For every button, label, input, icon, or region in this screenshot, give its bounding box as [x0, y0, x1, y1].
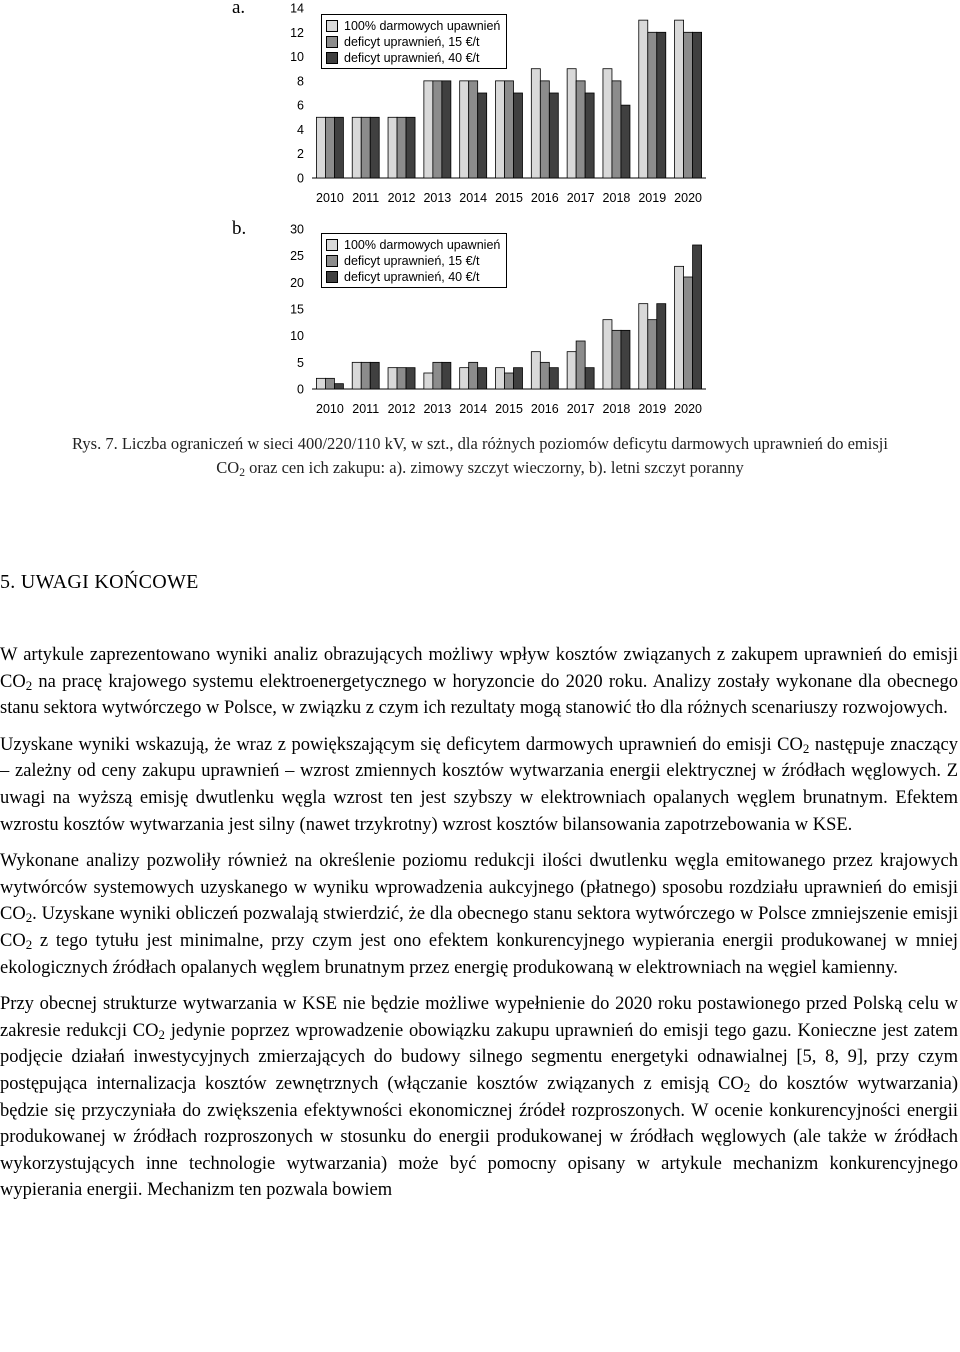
y-tick-label: 2	[297, 147, 304, 162]
bar	[684, 277, 693, 389]
x-tick-label: 2013	[423, 402, 452, 416]
x-tick-label: 2012	[387, 402, 416, 416]
text-span: Uzyskane wyniki wskazują, że wraz z powiększającym się deficytem darmowych uprawnień do emisji CO	[0, 734, 803, 755]
legend-item	[326, 253, 500, 269]
legend-label: deficyt uprawnień, 15 €/t	[344, 254, 480, 268]
text-span: następuje znaczący – zależny od ceny zakupu uprawnień – wzrost zmiennych kosztów wytwarzania energii elektrycznej w źródłach węglowych. Z uwagi na wyższą emisję dwutlenku węgla wzrost ten jest szybszy w elektrowniach opalanych węglem brunatnym. Efektem wzrostu kosztów wytwarzania jest silny (nawet trzykrotny) wzrost kosztów bilansowania zapotrzebowania w KSE.	[0, 734, 958, 835]
bar	[505, 373, 514, 389]
bar	[397, 117, 406, 178]
bar	[567, 69, 576, 178]
text-span: na pracę krajowego systemu elektroenergetycznego w horyzoncie do 2020 roku. Analizy zostały wykonane dla obecnego stanu sektora wytwórczego w Polsce, w związku z czym ich rezultaty mogą stanowić tło dla różnych scenariuszy rozwojowych.	[0, 671, 958, 719]
text-span: W artykule zaprezentowano wyniki analiz obrazujących możliwy wpływ kosztów związanych z zakupem uprawnień do emisji CO	[0, 645, 958, 692]
bar	[603, 69, 612, 178]
y-tick-label: 30	[290, 222, 304, 237]
bar	[352, 362, 361, 389]
paragraph-3	[0, 848, 958, 981]
y-tick-label: 0	[297, 171, 304, 186]
legend-swatch	[326, 271, 338, 283]
legend-item	[326, 237, 500, 253]
x-tick-label: 2017	[566, 402, 595, 416]
bar	[406, 117, 415, 178]
legend-label: deficyt uprawnień, 40 €/t	[344, 51, 480, 65]
bar	[612, 81, 621, 178]
chart-b-legend	[321, 233, 507, 288]
x-tick-label: 2020	[674, 191, 702, 205]
y-tick-label: 14	[290, 1, 304, 16]
legend-swatch	[326, 36, 338, 48]
y-tick-label: 5	[297, 355, 304, 370]
bar	[531, 352, 540, 389]
legend-label: deficyt uprawnień, 40 €/t	[344, 270, 480, 284]
bar	[334, 117, 343, 178]
section-title: 5. UWAGI KOŃCOWE	[0, 571, 199, 593]
x-tick-label: 2011	[352, 191, 380, 205]
chart-a-legend	[321, 14, 507, 69]
paragraph-4	[0, 991, 958, 1204]
x-tick-label: 2014	[459, 191, 488, 205]
y-tick-label: 15	[290, 302, 304, 317]
bar	[469, 81, 478, 178]
text-span: Wykonane analizy pozwoliły również na określenie poziomu redukcji ilości dwutlenku węgla emitowanego przez krajowych wytwórców systemowych uzyskanego w wyniku wprowadzenia aukcyjnego (płatnego) sposobu rozdziału uprawnień do emisji CO	[0, 851, 958, 925]
bar	[684, 32, 693, 178]
x-tick-label: 2016	[530, 191, 559, 205]
bar	[576, 81, 585, 178]
legend-item	[326, 18, 500, 34]
subscript: 2	[743, 1080, 751, 1096]
x-tick-label: 2019	[638, 402, 667, 416]
bar	[648, 32, 657, 178]
bar	[442, 81, 451, 178]
chart-a-panel-label: a.	[232, 0, 246, 18]
x-tick-label: 2018	[602, 402, 631, 416]
y-tick-label: 8	[297, 74, 304, 89]
figure-caption	[0, 432, 960, 480]
bar	[603, 320, 612, 389]
x-tick-label: 2013	[423, 191, 452, 205]
bar	[325, 378, 334, 389]
bar	[549, 368, 558, 389]
subscript: 2	[25, 677, 33, 693]
text-span: z tego tytułu jest minimalne, przy czym jest ono efektem konkurencyjnego wypierania energii produkowanej w mniej ekologicznych źródłach opalanych węglem brunatnym przez energię produkowaną w elektrowniach na węgiel kamienny.	[0, 930, 958, 978]
paragraph-1	[0, 642, 958, 722]
subscript: 2	[158, 1026, 165, 1042]
bar	[325, 117, 334, 178]
bar	[370, 362, 379, 389]
bar	[397, 368, 406, 389]
text-span: Przy obecnej strukturze wytwarzania w KSE nie będzie możliwe wypełnienie do 2020 roku postawionego przed Polską celu w zakresie redukcji CO	[0, 994, 958, 1041]
bar	[639, 304, 648, 389]
bar	[316, 378, 325, 389]
y-tick-label: 4	[297, 122, 304, 137]
bar	[540, 81, 549, 178]
legend-swatch	[326, 52, 338, 64]
bar	[361, 362, 370, 389]
bar	[621, 105, 630, 178]
bar	[505, 81, 514, 178]
bar	[352, 117, 361, 178]
caption-co: CO	[216, 458, 240, 477]
legend-swatch	[326, 20, 338, 32]
bar	[424, 81, 433, 178]
bar	[406, 368, 415, 389]
caption-line-2	[0, 456, 960, 480]
legend-swatch	[326, 255, 338, 267]
bar	[460, 368, 469, 389]
bar	[576, 341, 585, 389]
legend-label: 100% darmowych upawnień	[344, 238, 501, 252]
bar	[693, 245, 702, 389]
bar	[469, 362, 478, 389]
bar	[334, 384, 343, 389]
y-tick-label: 10	[290, 329, 304, 344]
caption-sub: 2	[239, 466, 245, 479]
bar	[442, 362, 451, 389]
y-tick-label: 6	[297, 98, 304, 113]
bar	[657, 304, 666, 389]
bar	[549, 93, 558, 178]
bar	[585, 93, 594, 178]
x-tick-label: 2015	[495, 402, 523, 416]
bar	[514, 368, 523, 389]
y-tick-label: 20	[290, 275, 304, 290]
subscript: 2	[25, 910, 33, 926]
x-tick-label: 2010	[316, 191, 344, 205]
bar	[514, 93, 523, 178]
x-tick-label: 2014	[459, 402, 488, 416]
bar	[657, 32, 666, 178]
x-tick-label: 2011	[352, 402, 380, 416]
legend-item	[326, 50, 500, 66]
bar	[567, 352, 576, 389]
bar	[540, 362, 549, 389]
bar	[496, 81, 505, 178]
bar	[612, 330, 621, 389]
caption-line-1: Rys. 7. Liczba ograniczeń w sieci 400/220/110 kV, w szt., dla różnych poziomów deficytu darmowych uprawnień do emisji	[72, 434, 888, 453]
y-tick-label: 25	[290, 249, 304, 264]
paragraph-2	[0, 732, 958, 838]
bar	[460, 81, 469, 178]
bar	[361, 117, 370, 178]
subscript: 2	[25, 937, 33, 953]
x-tick-label: 2018	[602, 191, 631, 205]
bar	[424, 373, 433, 389]
bar	[675, 266, 684, 389]
x-tick-label: 2016	[530, 402, 559, 416]
caption-rest: oraz cen ich zakupu: a). zimowy szczyt wieczorny, b). letni szczyt poranny	[244, 458, 744, 477]
bar	[388, 368, 397, 389]
subscript: 2	[802, 741, 810, 757]
bar	[478, 93, 487, 178]
x-tick-label: 2020	[674, 402, 702, 416]
legend-item	[326, 34, 500, 50]
bar	[639, 20, 648, 178]
bar	[370, 117, 379, 178]
body-text	[0, 642, 958, 1214]
chart-b-panel-label: b.	[232, 218, 247, 239]
y-tick-label: 0	[297, 382, 304, 397]
x-tick-label: 2010	[316, 402, 344, 416]
x-tick-label: 2017	[566, 191, 595, 205]
bar	[433, 362, 442, 389]
bar	[675, 20, 684, 178]
text-span: do kosztów wytwarzania) będzie się przyczyniała do zwiększenia efektywności ekonomicznej źródeł rozproszonych. W ocenie konkurencyjności energii produkowanej w źródłach rozproszonych w stosunku do energii produkowanej w źródłach węglowych (ale także w źródłach wykorzystujących inne technologie wytwarzania) może być pomocny opisany w artykule mechanizm konkurencyjnego wypierania energii. Mechanizm ten pozwala bowiem	[0, 1073, 959, 1201]
bar	[388, 117, 397, 178]
bar	[531, 69, 540, 178]
bar	[585, 368, 594, 389]
bar	[648, 320, 657, 389]
bar	[693, 32, 702, 178]
bar	[496, 368, 505, 389]
x-tick-label: 2015	[495, 191, 523, 205]
x-tick-label: 2019	[638, 191, 667, 205]
bar	[621, 330, 630, 389]
text-span: jedynie poprzez wprowadzenie obowiązku zakupu uprawnień do emisji tego gazu. Konieczne jest zatem podjęcie działań inwestycyjnych zmierzających do budowy silnego segmentu energetyki odnawialnej [5, 8, 9], przy czym postępująca internalizacja kosztów zewnętrznych (włączanie kosztów związanych z emisją CO	[0, 1020, 958, 1094]
bar	[433, 81, 442, 178]
bar	[478, 368, 487, 389]
x-tick-label: 2012	[387, 191, 416, 205]
legend-item	[326, 269, 500, 285]
bar	[316, 117, 325, 178]
legend-swatch	[326, 239, 338, 251]
legend-label: deficyt uprawnień, 15 €/t	[344, 35, 480, 49]
y-tick-label: 10	[290, 50, 304, 65]
legend-label: 100% darmowych upawnień	[344, 19, 501, 33]
y-tick-label: 12	[290, 25, 304, 40]
text-span: . Uzyskane wyniki obliczeń pozwalają stwierdzić, że dla obecnego stanu sektora wytwórczego w Polsce zmniejszenie emisji CO	[0, 904, 958, 951]
